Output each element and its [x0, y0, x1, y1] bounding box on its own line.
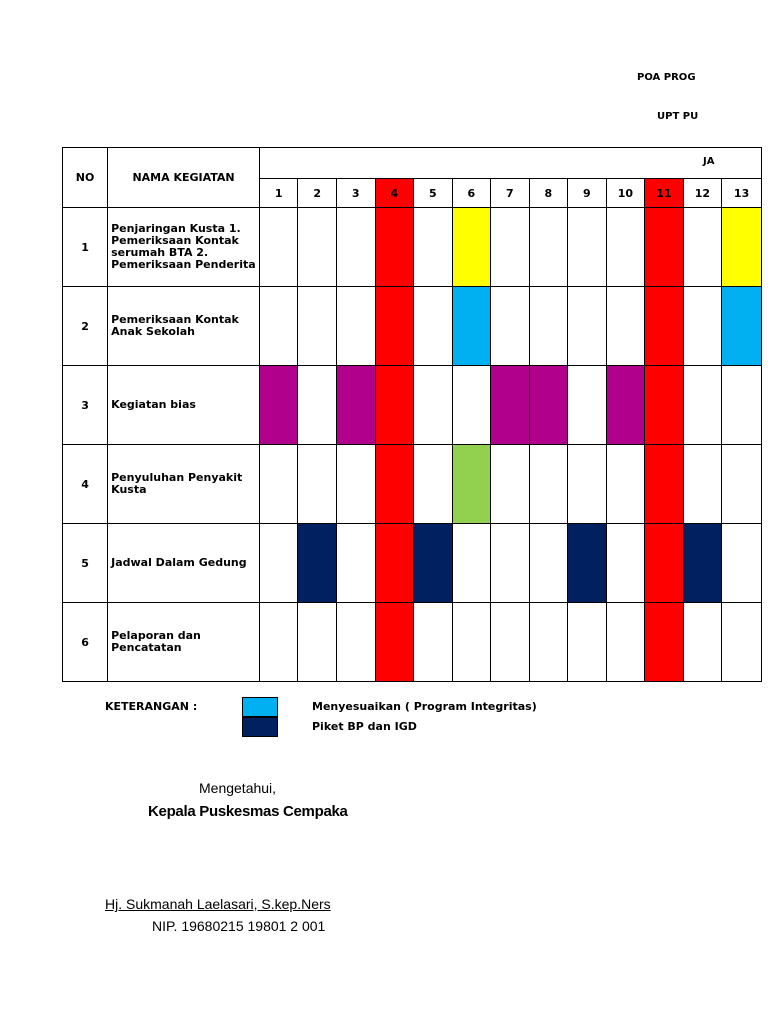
schedule-cell-day-10	[606, 524, 645, 603]
activity-name: Penyuluhan Penyakit Kusta	[108, 445, 260, 524]
schedule-cell-day-13	[722, 603, 762, 682]
schedule-cell-day-11	[645, 208, 684, 287]
schedule-cell-day-5	[414, 524, 453, 603]
schedule-cell-day-11	[645, 445, 684, 524]
schedule-cell-day-7	[491, 366, 530, 445]
month-label: JA	[702, 156, 715, 167]
schedule-cell-day-8	[529, 208, 568, 287]
schedule-cell-day-6	[452, 524, 491, 603]
row-number: 6	[63, 603, 108, 682]
schedule-cell-day-7	[491, 603, 530, 682]
schedule-cell-day-13	[722, 287, 762, 366]
schedule-cell-day-10	[606, 366, 645, 445]
schedule-cell-day-9	[568, 524, 607, 603]
schedule-cell-day-6	[452, 208, 491, 287]
schedule-cell-day-6	[452, 287, 491, 366]
signatory-nip: NIP. 19680215 19801 2 001	[152, 918, 326, 934]
schedule-cell-day-8	[529, 366, 568, 445]
schedule-cell-day-12	[683, 445, 722, 524]
schedule-cell-day-13	[722, 208, 762, 287]
schedule-cell-day-9	[568, 445, 607, 524]
row-number: 2	[63, 287, 108, 366]
schedule-cell-day-6	[452, 445, 491, 524]
legend-swatch-navy	[242, 717, 278, 737]
schedule-cell-day-4	[375, 366, 414, 445]
col-header-activity: NAMA KEGIATAN	[108, 148, 260, 208]
schedule-cell-day-5	[414, 445, 453, 524]
schedule-cell-day-2	[298, 208, 337, 287]
schedule-table-wrapper	[62, 147, 750, 679]
signatory-title: Kepala Puskesmas Cempaka	[148, 803, 348, 820]
schedule-cell-day-7	[491, 208, 530, 287]
activity-name: Jadwal Dalam Gedung	[108, 524, 260, 603]
day-header-7: 7	[491, 179, 530, 208]
day-header-8: 8	[529, 179, 568, 208]
schedule-cell-day-4	[375, 287, 414, 366]
schedule-cell-day-9	[568, 208, 607, 287]
month-header	[259, 148, 761, 179]
row-number: 5	[63, 524, 108, 603]
legend-swatch-cyan	[242, 697, 278, 717]
schedule-cell-day-1	[259, 287, 298, 366]
table-row	[63, 366, 762, 445]
row-number: 1	[63, 208, 108, 287]
schedule-cell-day-10	[606, 603, 645, 682]
schedule-cell-day-2	[298, 445, 337, 524]
schedule-cell-day-6	[452, 366, 491, 445]
activity-name: Penjaringan Kusta 1. Pemeriksaan Kontak serumah BTA 2. Pemeriksaan Penderita	[108, 208, 260, 287]
schedule-cell-day-2	[298, 603, 337, 682]
schedule-cell-day-5	[414, 366, 453, 445]
document-title: POA PROG	[637, 72, 696, 83]
day-header-3: 3	[337, 179, 376, 208]
day-header-9: 9	[568, 179, 607, 208]
schedule-cell-day-8	[529, 524, 568, 603]
schedule-cell-day-11	[645, 366, 684, 445]
schedule-cell-day-5	[414, 603, 453, 682]
schedule-cell-day-1	[259, 603, 298, 682]
activity-name: Pelaporan dan Pencatatan	[108, 603, 260, 682]
day-header-10: 10	[606, 179, 645, 208]
schedule-cell-day-3	[337, 208, 376, 287]
schedule-cell-day-12	[683, 208, 722, 287]
schedule-cell-day-12	[683, 524, 722, 603]
schedule-cell-day-12	[683, 366, 722, 445]
schedule-cell-day-2	[298, 366, 337, 445]
table-row	[63, 524, 762, 603]
day-header-1: 1	[259, 179, 298, 208]
schedule-cell-day-10	[606, 445, 645, 524]
schedule-cell-day-1	[259, 524, 298, 603]
schedule-cell-day-3	[337, 287, 376, 366]
schedule-cell-day-12	[683, 603, 722, 682]
day-header-6: 6	[452, 179, 491, 208]
schedule-cell-day-1	[259, 366, 298, 445]
schedule-cell-day-7	[491, 524, 530, 603]
schedule-cell-day-8	[529, 445, 568, 524]
schedule-cell-day-4	[375, 603, 414, 682]
schedule-cell-day-2	[298, 524, 337, 603]
schedule-cell-day-1	[259, 445, 298, 524]
document-subtitle: UPT PU	[657, 111, 699, 122]
schedule-cell-day-11	[645, 287, 684, 366]
day-header-13: 13	[722, 179, 762, 208]
table-row	[63, 287, 762, 366]
day-header-12: 12	[683, 179, 722, 208]
activity-name: Kegiatan bias	[108, 366, 260, 445]
schedule-cell-day-4	[375, 208, 414, 287]
activity-name: Pemeriksaan Kontak Anak Sekolah	[108, 287, 260, 366]
schedule-cell-day-3	[337, 603, 376, 682]
schedule-cell-day-9	[568, 366, 607, 445]
schedule-cell-day-1	[259, 208, 298, 287]
day-header-4: 4	[375, 179, 414, 208]
legend-text-picket: Piket BP dan IGD	[312, 720, 417, 733]
schedule-cell-day-4	[375, 445, 414, 524]
schedule-cell-day-3	[337, 524, 376, 603]
table-row	[63, 445, 762, 524]
schedule-cell-day-3	[337, 366, 376, 445]
schedule-cell-day-2	[298, 287, 337, 366]
schedule-cell-day-8	[529, 603, 568, 682]
schedule-cell-day-11	[645, 603, 684, 682]
schedule-table	[62, 147, 762, 682]
schedule-cell-day-7	[491, 287, 530, 366]
schedule-cell-day-13	[722, 366, 762, 445]
schedule-cell-day-10	[606, 287, 645, 366]
acknowledge-text: Mengetahui,	[199, 780, 277, 796]
schedule-cell-day-5	[414, 287, 453, 366]
schedule-cell-day-7	[491, 445, 530, 524]
schedule-cell-day-4	[375, 524, 414, 603]
day-header-2: 2	[298, 179, 337, 208]
row-number: 4	[63, 445, 108, 524]
schedule-cell-day-13	[722, 445, 762, 524]
schedule-cell-day-3	[337, 445, 376, 524]
schedule-cell-day-9	[568, 603, 607, 682]
schedule-body	[63, 208, 762, 682]
day-header-5: 5	[414, 179, 453, 208]
schedule-cell-day-11	[645, 524, 684, 603]
row-number: 3	[63, 366, 108, 445]
schedule-cell-day-5	[414, 208, 453, 287]
schedule-cell-day-10	[606, 208, 645, 287]
legend-label: KETERANGAN :	[105, 700, 198, 713]
schedule-cell-day-12	[683, 287, 722, 366]
signatory-name: Hj. Sukmanah Laelasari, S.kep.Ners	[105, 896, 331, 912]
schedule-cell-day-9	[568, 287, 607, 366]
table-row	[63, 603, 762, 682]
col-header-no: NO	[63, 148, 108, 208]
day-header-11: 11	[645, 179, 684, 208]
schedule-cell-day-8	[529, 287, 568, 366]
schedule-cell-day-6	[452, 603, 491, 682]
table-row	[63, 208, 762, 287]
schedule-cell-day-13	[722, 524, 762, 603]
legend-text-integrity: Menyesuaikan ( Program Integritas)	[312, 700, 537, 713]
